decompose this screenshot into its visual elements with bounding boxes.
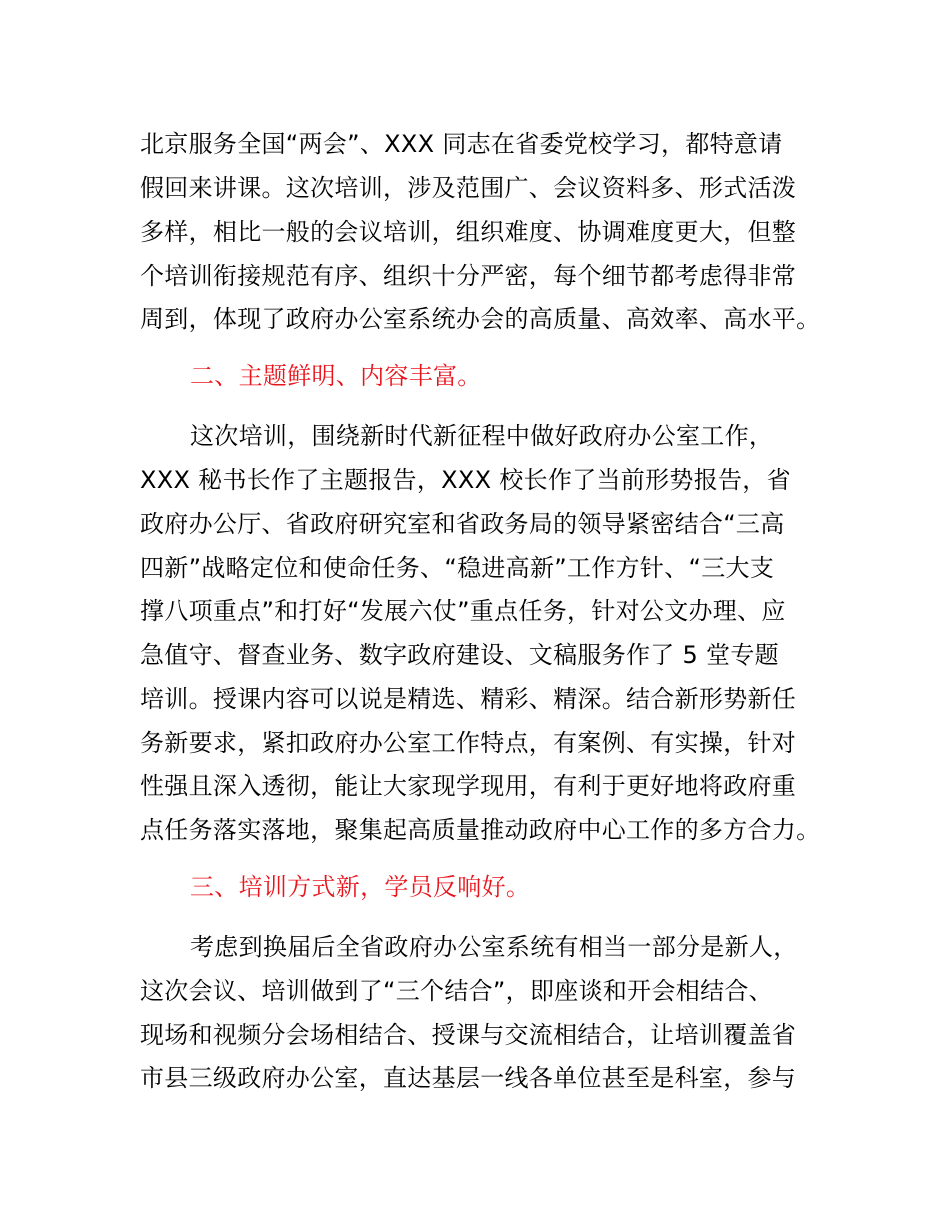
paragraph-line: 市县三级政府办公室，直达基层一线各单位甚至是科室，参与	[140, 1064, 797, 1092]
paragraph-line: 政府办公厅、省政府研究室和省政务局的领导紧密结合“三高	[140, 510, 785, 538]
paragraph-line: 周到，体现了政府办公室系统办会的高质量、高效率、高水平。	[140, 305, 821, 333]
paragraph-line: 四新”战略定位和使命任务、“稳进高新”工作方针、“三大支	[140, 554, 775, 582]
paragraph-line: 务新要求，紧扣政府办公室工作特点，有案例、有实操，针对	[140, 729, 797, 757]
paragraph-line: 北京服务全国“两会”、XXX 同志在省委党校学习，都特意请	[140, 130, 783, 158]
paragraph-line: 这次培训，围绕新时代新征程中做好政府办公室工作，	[190, 422, 774, 450]
paragraph-line: 个培训衔接规范有序、组织十分严密，每个细节都考虑得非常	[140, 262, 797, 290]
paragraph-line: 多样，相比一般的会议培训，组织难度、协调难度更大，但整	[140, 218, 797, 246]
paragraph-line: 现场和视频分会场相结合、授课与交流相结合，让培训覆盖省	[140, 1021, 797, 1049]
paragraph-line: 撑八项重点”和打好“发展六仗”重点任务，针对公文办理、应	[140, 597, 786, 625]
paragraph-line: 点任务落实落地，聚集起高质量推动政府中心工作的多方合力。	[140, 816, 821, 844]
paragraph-line: 假回来讲课。这次培训，涉及范围广、会议资料多、形式活泼	[140, 174, 797, 202]
section-heading-2: 二、主题鲜明、内容丰富。	[190, 362, 482, 390]
paragraph-line: 急值守、督查业务、数字政府建设、文稿服务作了 5 堂专题	[140, 641, 779, 669]
paragraph-line: 培训。授课内容可以说是精选、精彩、精深。结合新形势新任	[140, 685, 797, 713]
paragraph-line: 这次会议、培训做到了“三个结合”，即座谈和开会相结合、	[140, 977, 773, 1005]
paragraph-line: 性强且深入透彻，能让大家现学现用，有利于更好地将政府重	[140, 772, 797, 800]
section-heading-3: 三、培训方式新，学员反响好。	[190, 873, 531, 901]
paragraph-line: XXX 秘书长作了主题报告，XXX 校长作了当前形势报告，省	[140, 466, 791, 494]
paragraph-line: 考虑到换届后全省政府办公室系统有相当一部分是新人，	[190, 933, 798, 961]
